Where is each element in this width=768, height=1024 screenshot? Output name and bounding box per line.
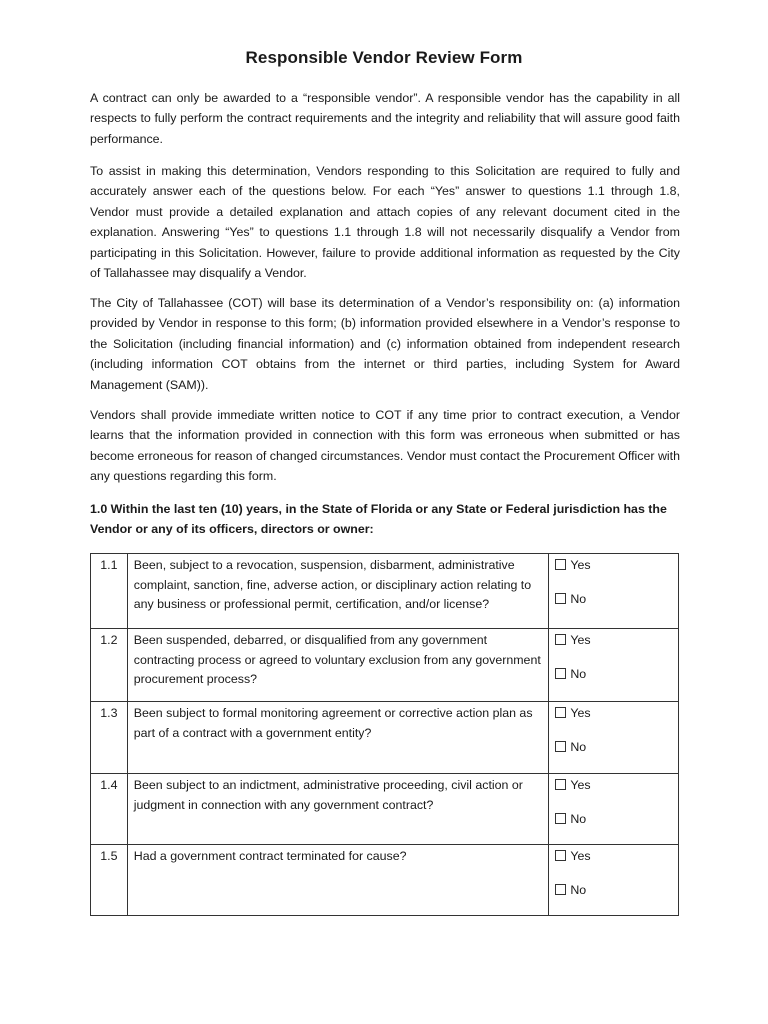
no-label: No — [570, 739, 587, 754]
question-number: 1.5 — [91, 845, 128, 916]
answer-cell — [549, 702, 679, 774]
question-row-1-3 — [91, 702, 679, 774]
answer-cell — [549, 554, 679, 629]
no-checkbox[interactable] — [555, 668, 566, 679]
section-heading: 1.0 Within the last ten (10) years, in the State of Florida or any State or Federal jurisdiction has the Vendor or any of its officers, directors or owner: — [90, 502, 667, 536]
no-checkbox[interactable] — [555, 593, 566, 604]
yes-checkbox[interactable] — [555, 634, 566, 645]
questions-table — [90, 553, 679, 916]
yes-label: Yes — [570, 778, 591, 792]
question-number: 1.1 — [91, 554, 128, 629]
no-option[interactable] — [555, 665, 672, 685]
yes-label: Yes — [570, 633, 591, 647]
yes-label: Yes — [570, 558, 591, 572]
answer-cell — [549, 774, 679, 845]
no-option[interactable] — [555, 810, 672, 830]
intro-paragraph-3: The City of Tallahassee (COT) will base its determination of a Vendor’s responsibility on: (a) information provided by Vendor in response to this form; (b) information provided elsewhere in a Vendor’s response to the Solicitation (including financial information) and (c) information obtained from independent research (including information COT obtains from the internet or third parties, including System for Award Management (SAM)). — [90, 296, 680, 392]
yes-option[interactable] — [555, 847, 672, 867]
no-label: No — [570, 882, 587, 897]
intro-paragraph-1: A contract can only be awarded to a “responsible vendor”. A responsible vendor has the capability in all respects to fully perform the contract requirements and the integrity and reliability that will assure good faith performance. — [90, 91, 680, 146]
no-option[interactable] — [555, 881, 672, 901]
page-title: Responsible Vendor Review Form — [245, 48, 523, 67]
question-row-1-1 — [91, 554, 679, 629]
question-text: Been subject to formal monitoring agreement or corrective action plan as part of a contract with a government entity? — [127, 702, 549, 774]
yes-label: Yes — [570, 849, 591, 863]
question-number: 1.3 — [91, 702, 128, 774]
intro-paragraph-2: To assist in making this determination, Vendors responding to this Solicitation are required to fully and accurately answer each of the questions below. For each “Yes” answer to questions 1.1 through 1.8, Vendor must provide a detailed explanation and attach copies of any relevant document cited in the explanation. Answering “Yes” to questions 1.1 through 1.8 will not necessarily disqualify a Vendor from participating in this Solicitation. However, failure to provide additional information as requested by the City of Tallahassee may disqualify a Vendor. — [90, 164, 680, 281]
question-row-1-4 — [91, 774, 679, 845]
answer-cell — [549, 629, 679, 702]
question-number: 1.2 — [91, 629, 128, 702]
no-checkbox[interactable] — [555, 813, 566, 824]
question-text: Been subject to an indictment, administrative proceeding, civil action or judgment in connection with any government contract? — [127, 774, 549, 845]
question-number: 1.4 — [91, 774, 128, 845]
no-label: No — [570, 811, 587, 826]
question-row-1-5 — [91, 845, 679, 916]
intro-paragraph-4: Vendors shall provide immediate written notice to COT if any time prior to contract execution, a Vendor learns that the information provided in connection with this form was erroneous when submitted or has become erroneous for reason of changed circumstances. Vendor must contact the Procurement Officer with any questions regarding this form. — [90, 408, 681, 484]
no-checkbox[interactable] — [555, 884, 566, 895]
yes-option[interactable] — [555, 776, 672, 796]
no-option[interactable] — [555, 590, 672, 610]
yes-checkbox[interactable] — [555, 707, 566, 718]
no-label: No — [570, 591, 587, 606]
yes-label: Yes — [570, 706, 591, 720]
yes-option[interactable] — [555, 556, 672, 576]
question-row-1-2 — [91, 629, 679, 702]
question-text: Been, subject to a revocation, suspension, disbarment, administrative complaint, sanction, fine, adverse action, or disciplinary action relating to any business or professional permit, certification, and/or license? — [127, 554, 549, 629]
question-text: Been suspended, debarred, or disqualified from any government contracting process or agreed to voluntary exclusion from any government procurement process? — [127, 629, 549, 702]
no-checkbox[interactable] — [555, 741, 566, 752]
yes-checkbox[interactable] — [555, 559, 566, 570]
yes-checkbox[interactable] — [555, 779, 566, 790]
no-label: No — [570, 666, 587, 681]
answer-cell — [549, 845, 679, 916]
no-option[interactable] — [555, 738, 672, 758]
question-text: Had a government contract terminated for cause? — [127, 845, 549, 916]
yes-option[interactable] — [555, 631, 672, 651]
yes-checkbox[interactable] — [555, 850, 566, 861]
yes-option[interactable] — [555, 704, 672, 724]
